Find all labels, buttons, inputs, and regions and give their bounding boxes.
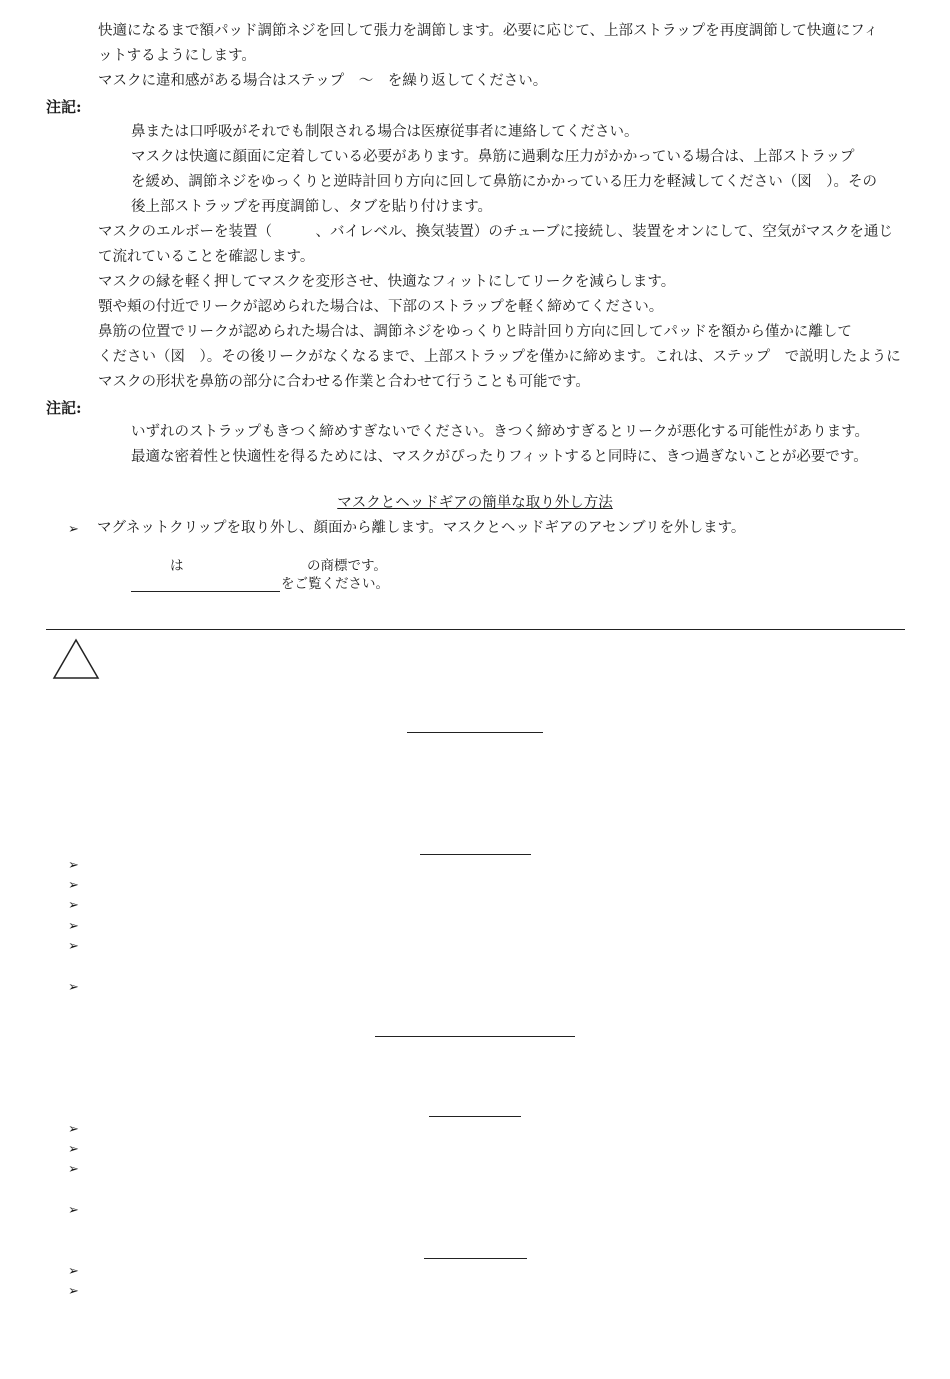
instruction-line: 鼻筋の位置でリークが認められた場合は、調節ネジをゆっくりと時計回り方向に回してパッドを額から僅かに離して: [98, 324, 852, 340]
bullet-text: マグネットクリップを取り外し、顔面から離します。マスクとヘッドギアのアセンブリを外します。: [97, 520, 746, 536]
bullet-icon: ➢: [68, 919, 79, 934]
bullet-icon: ➢: [68, 980, 79, 995]
bullet-icon: ➢: [68, 1284, 79, 1299]
bullet-icon: ➢: [68, 1162, 79, 1177]
instruction-line: て流れていることを確認します。: [98, 249, 315, 265]
note-line: 鼻または口呼吸がそれでも制限される場合は医療従事者に連絡してください。: [131, 124, 639, 140]
heading-underline: [424, 1258, 527, 1259]
heading-underline: [375, 1036, 575, 1037]
warning-triangle-icon: [52, 638, 100, 680]
note-line: 後上部ストラップを再度調節し、タブを貼り付けます。: [131, 199, 493, 215]
instruction-line: 快適になるまで額パッド調節ネジを回して張力を調節します。必要に応じて、上部ストラップを再度調節して快適にフィ: [98, 23, 879, 39]
section-divider: [46, 629, 905, 630]
instruction-line: マスクに違和感がある場合はステップ ～ を繰り返してください。: [98, 73, 548, 89]
note-line: いずれのストラップもきつく締めすぎないでください。きつく締めすぎるとリークが悪化する可能性があります。: [131, 424, 870, 440]
instruction-line: マスクのエルボーを装置（ 、バイレベル、換気装置）のチューブに接続し、装置をオンにして、空気がマスクを通じ: [98, 224, 893, 240]
instruction-line: ットするようにします。: [98, 48, 256, 64]
heading-underline: [407, 732, 543, 733]
heading-underline: [429, 1116, 521, 1117]
bullet-icon: ➢: [68, 1122, 79, 1137]
note-label: 注記:: [46, 98, 82, 116]
instruction-line: マスクの縁を軽く押してマスクを変形させ、快適なフィットにしてリークを減らします。: [98, 274, 676, 290]
note-line: を緩め、調節ネジをゆっくりと逆時計回り方向に回して鼻筋にかかっている圧力を軽減してください（図 ）。その: [131, 174, 878, 190]
heading-underline: [420, 854, 531, 855]
note-line: マスクは快適に顔面に定着している必要があります。鼻筋に過剰な圧力がかかっている場合は、上部ストラップ: [131, 149, 855, 165]
bullet-icon: ➢: [68, 1264, 79, 1279]
bullet-icon: ➢: [68, 878, 79, 893]
bullet-icon: ➢: [68, 1203, 79, 1218]
bullet-icon: ➢: [68, 898, 79, 913]
note-label: 注記:: [46, 399, 82, 417]
trademark-text-a: は: [170, 558, 184, 574]
instruction-line: マスクの形状を鼻筋の部分に合わせる作業と合わせて行うことも可能です。: [98, 374, 590, 390]
bullet-icon: ➢: [68, 1142, 79, 1157]
blank-underline: [131, 591, 280, 592]
section-title: マスクとヘッドギアの簡単な取り外し方法: [337, 495, 613, 511]
note-line: 最適な密着性と快適性を得るためには、マスクがぴったりフィットすると同時に、きつ過ぎないことが必要です。: [131, 449, 868, 465]
bullet-icon: ➢: [68, 522, 79, 537]
trademark-see-text: をご覧ください。: [281, 576, 389, 592]
instruction-line: ください（図 ）。その後リークがなくなるまで、上部ストラップを僅かに締めます。これは、ステップ で説明したように: [98, 349, 901, 365]
trademark-text-b: の商標です。: [307, 558, 387, 574]
bullet-icon: ➢: [68, 939, 79, 954]
bullet-icon: ➢: [68, 858, 79, 873]
instruction-line: 顎や頬の付近でリークが認められた場合は、下部のストラップを軽く締めてください。: [98, 299, 664, 315]
